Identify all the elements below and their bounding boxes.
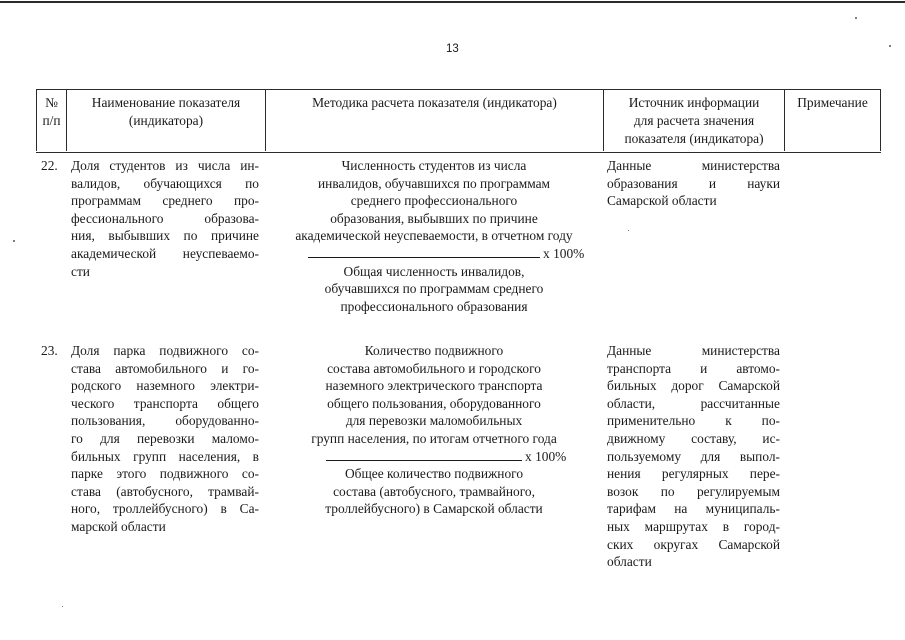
row-source <box>607 157 780 210</box>
name-line: Доля парка подвижного со- <box>71 343 259 358</box>
name-line: бильных групп населения, в <box>71 448 259 464</box>
row-formula <box>268 157 600 315</box>
row-number: 23. <box>41 343 58 358</box>
numerator-line: инвалидов, обучавшихся по программам <box>317 175 550 191</box>
denominator-line: профессионального образования <box>340 298 528 314</box>
source-line: транспорта и автомо- <box>607 360 780 376</box>
fraction-bar-row <box>268 245 600 263</box>
header-indicator-name <box>67 94 265 130</box>
scan-speck <box>889 45 891 47</box>
header-note <box>785 94 880 112</box>
name-line: сти <box>71 263 90 279</box>
numerator-line: Численность студентов из числа <box>341 158 527 173</box>
source-line: Данные министерства <box>607 158 780 173</box>
source-line: Данные министерства <box>607 343 780 358</box>
denominator-line: состава (автобусного, трамвайного, <box>333 483 535 499</box>
name-line: марской области <box>71 518 166 534</box>
header-number <box>37 94 66 130</box>
row-indicator-name <box>71 342 259 536</box>
source-line: образования и науки <box>607 175 780 191</box>
numerator-line: общего пользования, оборудованного <box>327 395 541 411</box>
source-line: тарифам на муниципаль- <box>607 501 780 517</box>
name-line: става (автобусного, трамвай- <box>71 483 259 499</box>
source-line: движному составу, ис- <box>607 430 780 446</box>
scan-speck <box>62 606 63 607</box>
name-line: ния, выбывших по причине <box>71 228 259 244</box>
name-line: го для перевозки маломо- <box>71 430 259 446</box>
multiplier: х 100% <box>525 448 567 464</box>
name-line: академической неуспеваемо- <box>71 245 259 261</box>
denominator-line: Общая численность инвалидов, <box>343 263 525 279</box>
header-method <box>266 94 603 112</box>
name-line: става автомобильного и го- <box>71 360 259 376</box>
scan-speck <box>13 240 15 242</box>
numerator-line: для перевозки маломобильных <box>345 413 523 429</box>
source-line: бильных дорог Самарской <box>607 378 780 394</box>
numerator-line: Количество подвижного <box>364 343 504 358</box>
header-number-line: п/п <box>42 113 61 128</box>
denominator-line: троллейбусного) в Самарской области <box>325 501 543 517</box>
name-line: родского наземного электри- <box>71 378 259 394</box>
page-number: 13 <box>446 43 459 55</box>
name-line: парке этого подвижного со- <box>71 466 259 482</box>
name-line: валидов, обучающихся по <box>71 175 259 191</box>
scan-speck <box>628 230 629 231</box>
numerator-line: образования, выбывших по причине <box>330 210 538 226</box>
source-line: ских округах Самарской <box>607 536 780 552</box>
numerator-line: групп населения, по итогам отчетного года <box>311 430 557 446</box>
source-line: области <box>607 554 652 570</box>
fraction-bar <box>308 245 540 258</box>
source-line: пользуемому для выпол- <box>607 448 780 464</box>
source-line: возок по регулируемым <box>607 483 780 499</box>
numerator-line: состава автомобильного и городского <box>327 360 541 376</box>
header-source-line: Источник информации <box>628 95 760 110</box>
denominator-line: Общее количество подвижного <box>344 466 524 482</box>
name-line: ческого транспорта общего <box>71 395 259 411</box>
source-line: нения регулярных пере- <box>607 466 780 482</box>
row-indicator-name <box>71 157 259 280</box>
header-method-line: Методика расчета показателя (индикатора) <box>312 95 557 110</box>
header-name-line: Наименование показателя <box>91 95 241 110</box>
numerator-line: наземного электрического транспорта <box>325 378 543 394</box>
numerator-line: академической неуспеваемости, в отчетном году <box>295 228 573 244</box>
header-source <box>604 94 784 148</box>
numerator-line: среднего профессионального <box>350 193 518 209</box>
name-line: ного, троллейбусного) в Са- <box>71 501 259 517</box>
row-source <box>607 342 780 571</box>
multiplier: х 100% <box>543 245 585 261</box>
name-line: фессионального образова- <box>71 210 259 226</box>
denominator-line: обучавшихся по программам среднего <box>324 281 544 297</box>
name-line: Доля студентов из числа ин- <box>71 158 259 173</box>
top-border-line <box>0 1 905 3</box>
header-number-line: № <box>45 95 58 110</box>
name-line: пользования, оборудованно- <box>71 413 259 429</box>
header-name-line: (индикатора) <box>128 113 204 128</box>
name-line: программам среднего про- <box>71 193 259 209</box>
scan-speck <box>855 17 857 19</box>
row-formula <box>268 342 600 518</box>
source-line: области, рассчитанные <box>607 395 780 411</box>
source-line: Самарской области <box>607 193 717 209</box>
fraction-bar <box>326 448 522 461</box>
source-line: ных маршрутах в город- <box>607 518 780 534</box>
header-source-line: для расчета значения <box>633 113 755 128</box>
source-line: применительно к по- <box>607 413 780 429</box>
header-note-line: Примечание <box>797 95 868 110</box>
fraction-bar-row <box>268 448 600 466</box>
row-number: 22. <box>41 158 58 173</box>
header-divider <box>880 89 881 151</box>
header-source-line: показателя (индикатора) <box>624 131 764 146</box>
